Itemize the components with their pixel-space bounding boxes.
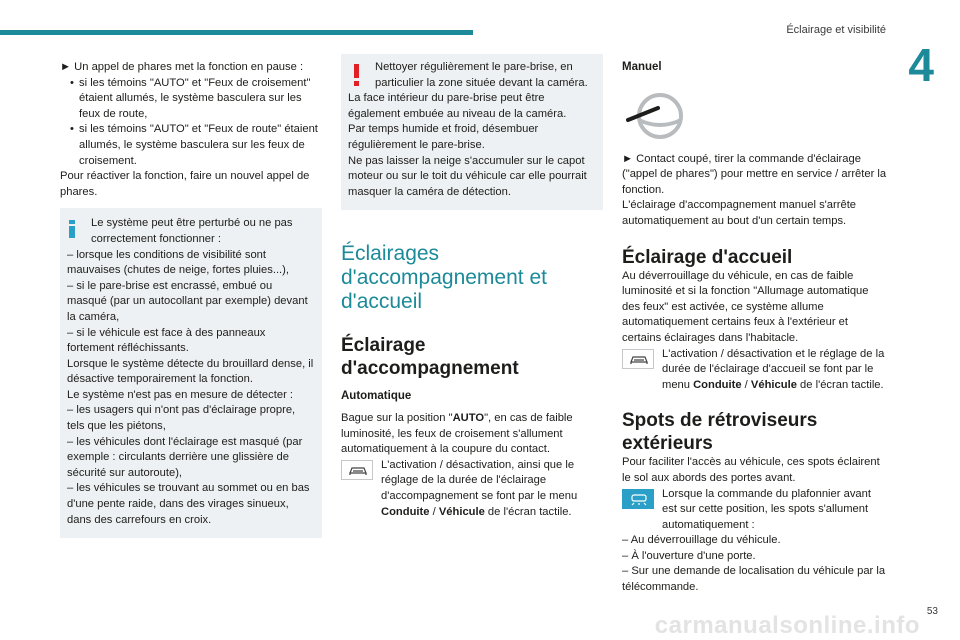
info-line: – les véhicules se trouvant au sommet ou en bas d'une pente raide, dans des virages sinueux, dans des carrefours en croix.: [67, 482, 310, 526]
subsection-title: Éclairage d'accompagnement: [341, 335, 519, 380]
steering-wheel-stalk-icon: [624, 90, 688, 142]
paragraph: Pour réactiver la fonction, faire un nouvel appel de phares.: [60, 170, 310, 198]
list-item: – À l'ouverture d'une porte.: [622, 549, 756, 562]
info-line: – les véhicules dont l'éclairage est masqué (par exemple : circulants derrière une glissière de sécurité sur autoroute),: [67, 435, 303, 479]
info-line: – si le pare-brise est encrassé, embué ou masqué (par un autocollant par exemple) devant la caméra,: [67, 279, 308, 323]
info-line: Lorsque le système détecte du brouillard dense, il désactive temporairement la fonction.: [67, 357, 314, 386]
chapter-number: 4: [908, 39, 934, 91]
section-title: Éclairages d'accompagnement et d'accueil: [341, 242, 547, 314]
ceiling-light-note: Lorsque la commande du plafonnier avant est sur cette position, les spots s'allument automatiquement :: [622, 487, 887, 534]
ceiling-light-icon: [622, 489, 654, 509]
info-lead: Le système peut être perturbé ou ne pas correctement fonctionner :: [91, 217, 293, 245]
paragraph: Au déverrouillage du véhicule, en cas de faible luminosité et si la fonction "Allumage automatique des feux" est activée, ce système allume automatiquement certains feux à l'extérieur et certains éclairages dans l'habitacle.: [622, 269, 869, 344]
info-line: – si le véhicule est face à des panneaux fortement réfléchissants.: [67, 326, 266, 355]
warning-line: La face intérieur du pare-brise peut être également embuée au niveau de la caméra.: [348, 92, 567, 120]
paragraph: Pour faciliter l'accès au véhicule, ces spots éclairent le sol aux abords des portes avant.: [622, 456, 880, 484]
subsection-title: Éclairage d'accueil: [622, 246, 793, 268]
column-1: [60, 60, 322, 538]
column-2: [341, 54, 603, 520]
page-header-title: Éclairage et visibilité: [786, 24, 886, 36]
paragraph: ► Contact coupé, tirer la commande d'éclairage ("appel de phares") pour mettre en service / arrêter la fonction.: [622, 152, 887, 196]
warning-line: Par temps humide et froid, désembuer régulièrement le pare-brise.: [348, 123, 539, 151]
car-settings-icon: [341, 460, 373, 480]
watermark: carmanualsonline.info: [654, 612, 920, 639]
warning-line: Ne pas laisser la neige s'accumuler sur le capot moteur ou sur le toit du véhicule car elle pourrait masquer la caméra de détection.: [348, 154, 587, 198]
header-accent-bar: [0, 30, 473, 35]
info-icon: [69, 220, 75, 238]
subsection-title: Spots de rétroviseurs extérieurs: [622, 410, 818, 455]
bullet-item: • si les témoins "AUTO" et "Feux de route" étaient allumés, le système basculera sur les feux de croisement.: [70, 123, 318, 167]
page-number: 53: [926, 606, 938, 617]
bullet-item: • si les témoins "AUTO" et "Feux de croisement" étaient allumés, le système basculera sur les feux de route,: [70, 76, 311, 120]
info-line: Le système n'est pas en mesure de détecter :: [67, 388, 294, 401]
info-line: – lorsque les conditions de visibilité sont mauvaises (chutes de neige, fortes pluies...),: [67, 248, 289, 277]
warning-lead: Nettoyer régulièrement le pare-brise, en particulier la zone située devant la caméra.: [375, 61, 588, 89]
paragraph: ► Un appel de phares met la fonction en pause :: [60, 61, 304, 73]
info-box: [60, 208, 322, 538]
minor-heading: Manuel: [622, 61, 662, 73]
column-3: [622, 60, 887, 596]
warning-box: [341, 54, 603, 210]
minor-heading: Automatique: [341, 390, 412, 403]
warning-icon: [354, 64, 360, 86]
paragraph: L'éclairage d'accompagnement manuel s'arrête automatiquement au bout d'un certain temps.: [622, 199, 857, 227]
list-item: – Au déverrouillage du véhicule.: [622, 534, 781, 547]
paragraph: Bague sur la position "AUTO", en cas de faible luminosité, les feux de croisement s'allument automatiquement à la coupure du contact.: [341, 411, 573, 456]
touchscreen-note: L'activation / désactivation, ainsi que le réglage de la durée de l'éclairage d'accompagnement se font par le menu Conduite / Véhicule de l'écran tactile.: [341, 458, 603, 520]
list-item: – Sur une demande de localisation du véhicule par la télécommande.: [622, 565, 886, 594]
info-line: – les usagers qui n'ont pas d'éclairage propre, tels que les piétons,: [67, 404, 296, 433]
car-settings-icon: [622, 349, 654, 369]
touchscreen-note: L'activation / désactivation et le réglage de la durée de l'éclairage d'accueil se font par le menu Conduite / Véhicule de l'écran tactile.: [622, 347, 887, 394]
